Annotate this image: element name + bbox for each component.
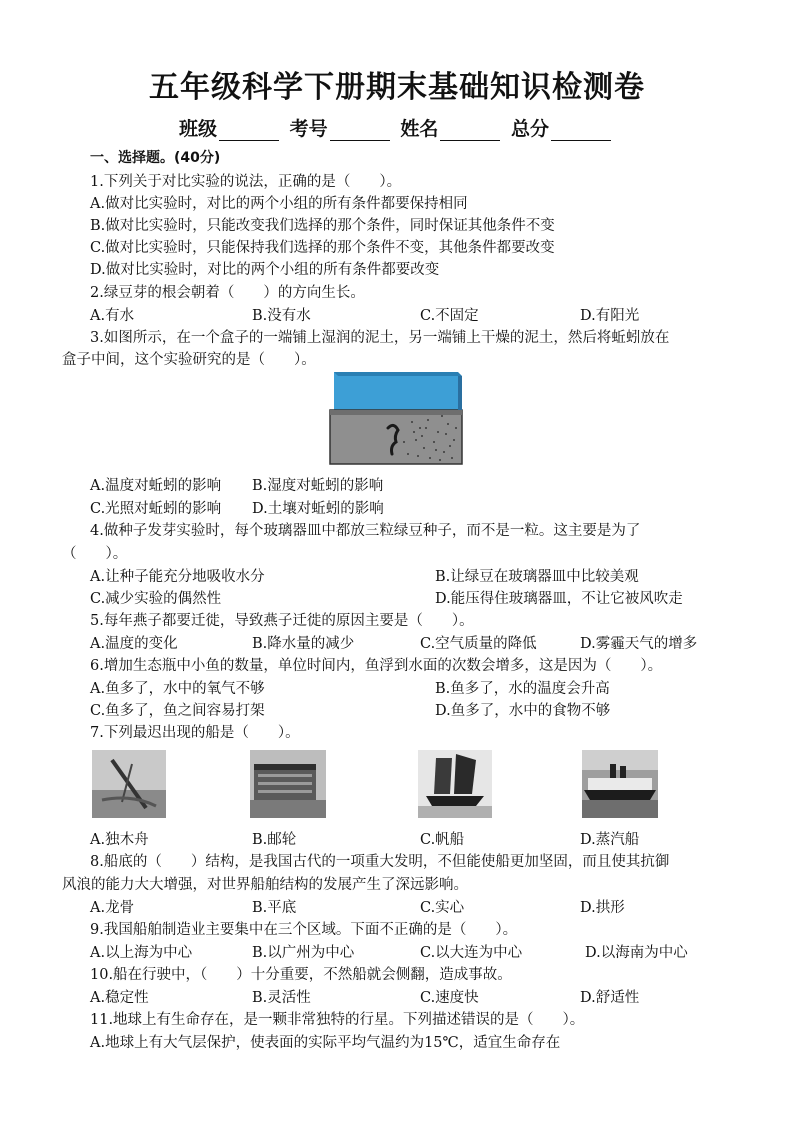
- q7-option-a[interactable]: A.独木舟: [90, 832, 149, 848]
- q5-option-d[interactable]: D.雾霾天气的增多: [580, 636, 698, 652]
- q8-stem-line1: 8.船底的（ ）结构，是我国古代的一项重大发明，不但能使船更加坚固，而且使其抗御: [90, 854, 670, 870]
- q7-option-b[interactable]: B.邮轮: [252, 832, 297, 848]
- q2-option-d[interactable]: D.有阳光: [580, 308, 640, 324]
- q7-option-c[interactable]: C.帆船: [420, 832, 465, 848]
- q9-stem: 9.我国船舶制造业主要集中在三个区域。下面不正确的是（ ）。: [90, 922, 518, 938]
- q11-stem: 11.地球上有生命存在，是一颗非常独特的行星。下列描述错误的是（ ）。: [90, 1012, 585, 1028]
- section-heading: 一、选择题。(40分): [90, 150, 221, 166]
- name-label: 姓名: [400, 118, 439, 140]
- score-label: 总分: [510, 118, 549, 140]
- q10-option-d[interactable]: D.舒适性: [580, 990, 640, 1006]
- q3-option-b[interactable]: B.湿度对蚯蚓的影响: [252, 478, 384, 494]
- cruise-ship-photo: [250, 750, 326, 818]
- q5-stem: 5.每年燕子都要迁徙，导致燕子迁徙的原因主要是（ ）。: [90, 613, 474, 629]
- q2-option-c[interactable]: C.不固定: [420, 308, 479, 324]
- q4-option-b[interactable]: B.让绿豆在玻璃器皿中比较美观: [435, 569, 639, 585]
- q1-option-b[interactable]: B.做对比实验时，只能改变我们选择的那个条件，同时保证其他条件不变: [90, 218, 555, 234]
- q9-option-d[interactable]: D.以海南为中心: [585, 945, 688, 961]
- class-blank[interactable]: [219, 122, 279, 141]
- earthworm-box-figure: [328, 370, 464, 466]
- q1-option-c[interactable]: C.做对比实验时，只能保持我们选择的那个条件不变，其他条件都要改变: [90, 240, 555, 256]
- q4-option-a[interactable]: A.让种子能充分地吸收水分: [90, 569, 265, 585]
- student-info-header: [0, 114, 794, 141]
- q7-option-d[interactable]: D.蒸汽船: [580, 832, 640, 848]
- q6-stem: 6.增加生态瓶中小鱼的数量，单位时间内，鱼浮到水面的次数会增多，这是因为（ ）。: [90, 658, 663, 674]
- q6-option-d[interactable]: D.鱼多了，水中的食物不够: [435, 703, 611, 719]
- q3-stem-line2: 盒子中间，这个实验研究的是（ ）。: [62, 352, 316, 368]
- q3-option-a[interactable]: A.温度对蚯蚓的影响: [90, 478, 222, 494]
- q3-option-c[interactable]: C.光照对蚯蚓的影响: [90, 501, 222, 517]
- box-lid-panel: [334, 372, 458, 410]
- q2-stem: 2.绿豆芽的根会朝着（ ）的方向生长。: [90, 285, 365, 301]
- steamship-photo: [582, 750, 658, 818]
- q4-stem-line2: （ ）。: [62, 546, 128, 562]
- q5-option-a[interactable]: A.温度的变化: [90, 636, 178, 652]
- sailboat-photo: [418, 750, 492, 818]
- q5-option-c[interactable]: C.空气质量的降低: [420, 636, 537, 652]
- q4-option-c[interactable]: C.减少实验的偶然性: [90, 591, 222, 607]
- page-title: 五年级科学下册期末基础知识检测卷: [149, 70, 645, 105]
- q9-option-a[interactable]: A.以上海为中心: [90, 945, 193, 961]
- q1-option-d[interactable]: D.做对比实验时，对比的两个小组的所有条件都要改变: [90, 262, 440, 278]
- q10-option-b[interactable]: B.灵活性: [252, 990, 311, 1006]
- class-label: 班级: [179, 118, 218, 140]
- q6-option-c[interactable]: C.鱼多了，鱼之间容易打架: [90, 703, 265, 719]
- q8-option-d[interactable]: D.拱形: [580, 900, 625, 916]
- score-blank[interactable]: [551, 122, 611, 141]
- q8-option-c[interactable]: C.实心: [420, 900, 465, 916]
- q8-stem-line2: 风浪的能力大大增强，对世界船舶结构的发展产生了深远影响。: [62, 877, 468, 893]
- name-blank[interactable]: [440, 122, 500, 141]
- q2-option-b[interactable]: B.没有水: [252, 308, 311, 324]
- q1-stem: 1.下列关于对比实验的说法，正确的是（ ）。: [90, 174, 402, 190]
- q11-option-a[interactable]: A.地球上有大气层保护，使表面的实际平均气温约为15℃，适宜生命存在: [90, 1035, 561, 1051]
- q4-option-d[interactable]: D.能压得住玻璃器皿，不让它被风吹走: [435, 591, 683, 607]
- q6-option-a[interactable]: A.鱼多了，水中的氧气不够: [90, 681, 265, 697]
- q7-stem: 7.下列最迟出现的船是（ ）。: [90, 725, 300, 741]
- q10-option-c[interactable]: C.速度快: [420, 990, 479, 1006]
- q9-option-b[interactable]: B.以广州为中心: [252, 945, 355, 961]
- q8-option-b[interactable]: B.平底: [252, 900, 297, 916]
- q3-stem-line1: 3.如图所示，在一个盒子的一端铺上湿润的泥土，另一端铺上干燥的泥土，然后将蚯蚓放在: [90, 330, 670, 346]
- q9-option-c[interactable]: C.以大连为中心: [420, 945, 523, 961]
- number-blank[interactable]: [330, 122, 390, 141]
- canoe-photo: [92, 750, 166, 818]
- q1-option-a[interactable]: A.做对比实验时，对比的两个小组的所有条件都要保持相同: [90, 196, 468, 212]
- number-label: 考号: [289, 118, 328, 140]
- q10-option-a[interactable]: A.稳定性: [90, 990, 149, 1006]
- q8-option-a[interactable]: A.龙骨: [90, 900, 135, 916]
- q5-option-b[interactable]: B.降水量的减少: [252, 636, 355, 652]
- q6-option-b[interactable]: B.鱼多了，水的温度会升高: [435, 681, 610, 697]
- q4-stem-line1: 4.做种子发芽实验时，每个玻璃器皿中都放三粒绿豆种子，而不是一粒。这主要是为了: [90, 523, 641, 539]
- q3-option-d[interactable]: D.土壤对蚯蚓的影响: [252, 501, 384, 517]
- q2-option-a[interactable]: A.有水: [90, 308, 135, 324]
- q10-stem: 10.船在行驶中，（ ）十分重要，不然船就会侧翻，造成事故。: [90, 967, 512, 983]
